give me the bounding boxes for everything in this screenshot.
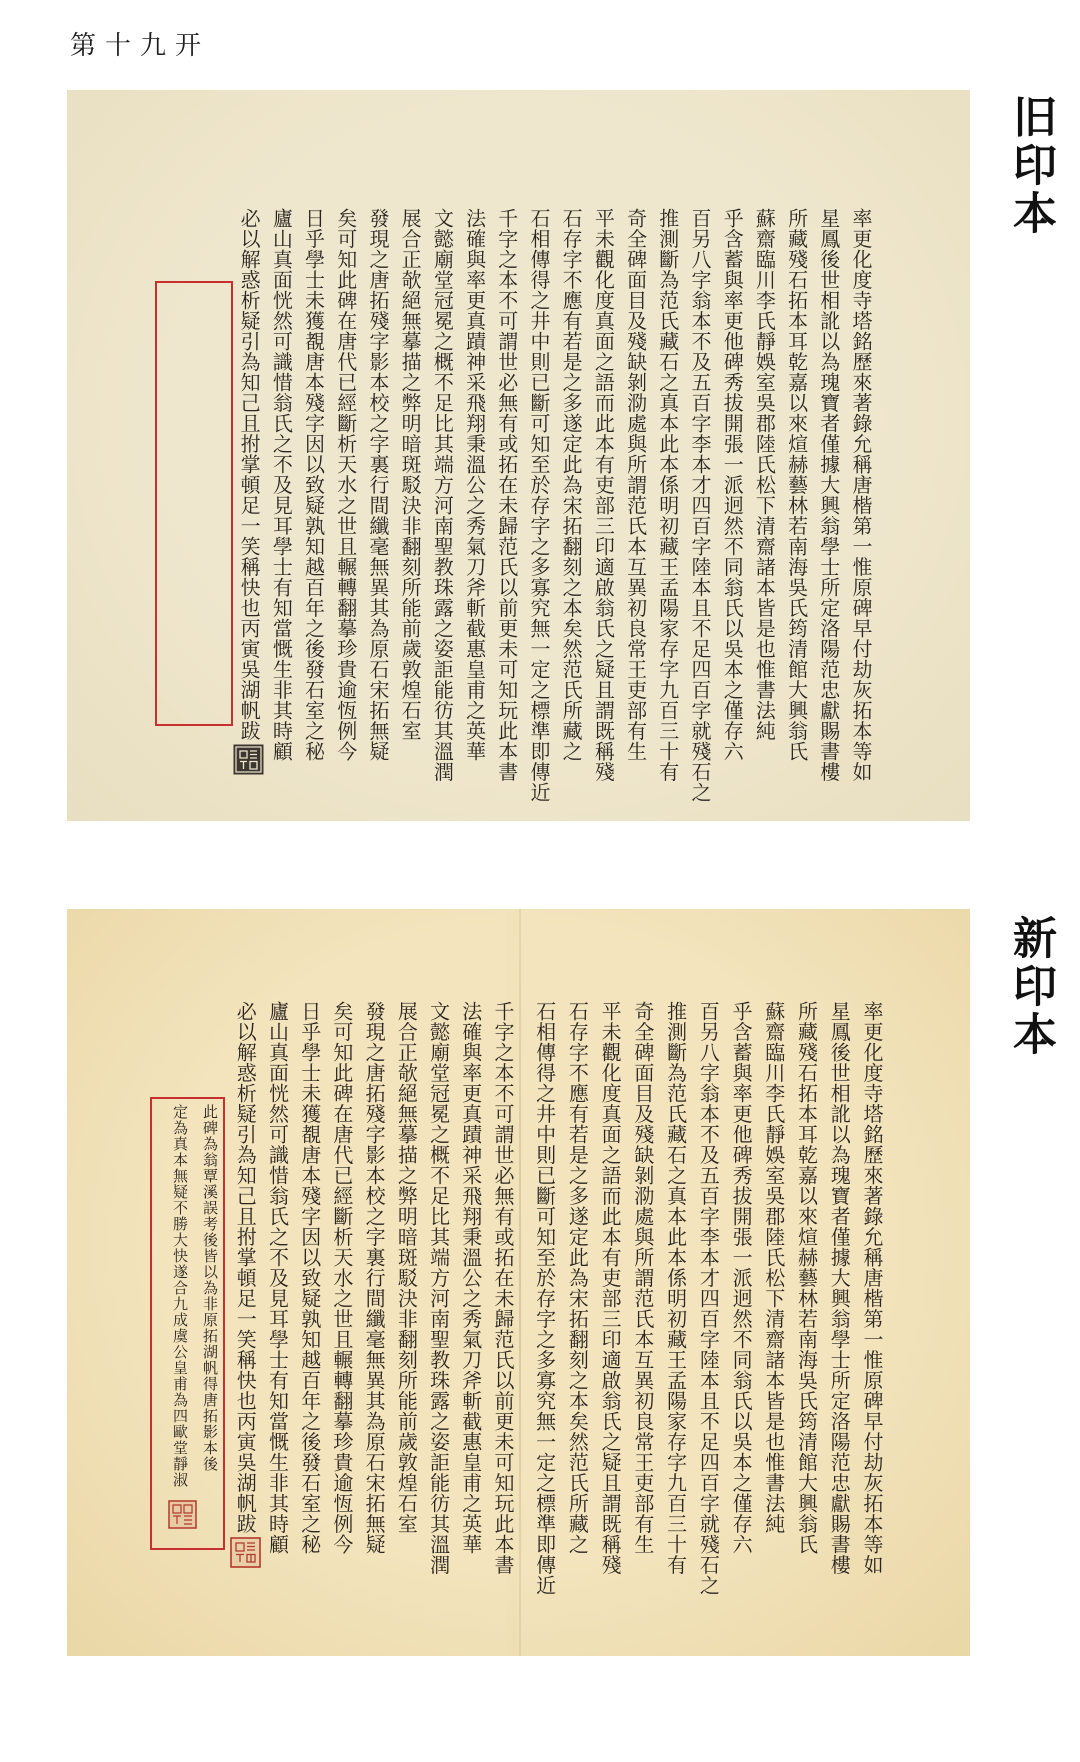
colophon-column: 星鳳後世相訛以為瑰寶者僅據大興翁學士所定洛陽范忠獻賜書樓 bbox=[827, 1001, 852, 1575]
colophon-column: 發現之唐拓殘字影本校之字裏行間纖毫無異其為原石宋拓無疑 bbox=[365, 208, 390, 762]
colophon-column: 千字之本不可謂世必無有或拓在未歸范氏以前更未可知玩此本書 bbox=[494, 208, 519, 782]
colophon-column: 石相傳得之井中則已斷可知至於存字之多寡究無一定之標準即傳近 bbox=[532, 1001, 557, 1596]
colophon-column: 千字之本不可謂世必無有或拓在未歸范氏以前更未可知玩此本書 bbox=[491, 1001, 515, 1575]
colophon-column: 展合正欹絕無摹描之弊明暗斑駁決非翻刻所能前歲敦煌石室 bbox=[394, 1001, 419, 1534]
colophon-column: 文懿廟堂冠冕之概不足比其端方河南聖教珠露之姿詎能彷其溫潤 bbox=[430, 208, 455, 782]
seal-icon bbox=[168, 1500, 197, 1529]
colophon-column: 石相傳得之井中則已斷可知至於存字之多寡究無一定之標準即傳近 bbox=[526, 208, 551, 803]
colophon-column: 法確與率更真蹟神采飛翔秉溫公之秀氣刀斧斬截惠皇甫之英華 bbox=[462, 208, 487, 762]
colophon-column: 石存字不應有若是之多遂定此為宋拓翻刻之本矣然范氏所藏之 bbox=[565, 1001, 590, 1555]
inscription-column: 定為真本無疑不勝大快遂合九成虞公皇甫為四歐堂靜淑 bbox=[171, 1104, 189, 1488]
highlight-box bbox=[150, 1097, 225, 1550]
colophon-text-left-leaf bbox=[229, 1001, 519, 1601]
colophon-column: 法確與率更真蹟神采飛翔秉溫公之秀氣刀斧斬截惠皇甫之英華 bbox=[458, 1001, 483, 1555]
inscription-column: 此碑為翁覃溪誤考後皆以為非原拓湖帆得唐拓影本後 bbox=[201, 1104, 219, 1472]
colophon-column: 率更化度寺塔銘歷來著錄允稱唐楷第一惟原碑早付劫灰拓本等如 bbox=[860, 1001, 884, 1575]
colophon-column: 發現之唐拓殘字影本校之字裏行間纖毫無異其為原石宋拓無疑 bbox=[362, 1001, 387, 1555]
colophon-column: 展合正欹絕無摹描之弊明暗斑駁決非翻刻所能前歲敦煌石室 bbox=[398, 208, 423, 741]
new-print-label: 新印本 bbox=[1005, 915, 1056, 1059]
colophon-column: 推測斷為范氏藏石之真本此本係明初藏王孟陽家存字九百三十有 bbox=[663, 1001, 688, 1575]
colophon-column: 廬山真面恍然可識惜翁氏之不及見耳學士有知當慨生非其時顧 bbox=[265, 1001, 290, 1555]
colophon-column: 推測斷為范氏藏石之真本此本係明初藏王孟陽家存字九百三十有 bbox=[655, 208, 680, 782]
colophon-text-right-leaf bbox=[528, 1001, 888, 1601]
colophon-column: 必以解惑析疑引為知己且拊掌頓足一笑稱快也丙寅吳湖帆跋 bbox=[237, 208, 262, 741]
page-gutter bbox=[519, 909, 521, 1656]
colophon-column: 必以解惑析疑引為知己且拊掌頓足一笑稱快也丙寅吳湖帆跋 bbox=[233, 1001, 258, 1534]
old-print-panel bbox=[67, 90, 970, 821]
colophon-column: 矣可知此碑在唐代已經斷析天水之世且輾轉翻摹珍貴逾恆例今 bbox=[329, 1001, 354, 1555]
colophon-column: 日乎學士未獲覩唐本殘字因以致疑孰知越百年之後發石室之秘 bbox=[301, 208, 326, 762]
colophon-column: 奇全碑面目及殘缺剝泐處與所謂范氏本互異初良常王吏部有生 bbox=[630, 1001, 655, 1555]
colophon-column: 所藏殘石拓本耳乾嘉以來煊赫藝林若南海吳氏筠清館大興翁氏 bbox=[784, 208, 809, 762]
new-print-panel bbox=[67, 909, 970, 1656]
colophon-column: 矣可知此碑在唐代已經斷析天水之世且輾轉翻摹珍貴逾恆例今 bbox=[333, 208, 358, 762]
colophon-column: 百另八字翁本不及五百字李本才四百字陸本且不足四百字就殘石之 bbox=[687, 208, 712, 803]
colophon-column: 所藏殘石拓本耳乾嘉以來煊赫藝林若南海吳氏筠清館大興翁氏 bbox=[794, 1001, 819, 1555]
seal-icon bbox=[230, 1537, 261, 1568]
colophon-column: 乎含蓄與率更他碑秀拔開張一派迥然不同翁氏以吳本之僅存六 bbox=[720, 208, 745, 762]
colophon-column: 蘇齋臨川李氏靜娛室吳郡陸氏松下清齋諸本皆是也惟書法純 bbox=[752, 208, 777, 741]
colophon-column: 乎含蓄與率更他碑秀拔開張一派迥然不同翁氏以吳本之僅存六 bbox=[729, 1001, 754, 1555]
colophon-column: 日乎學士未獲覩唐本殘字因以致疑孰知越百年之後發石室之秘 bbox=[297, 1001, 322, 1555]
added-inscription bbox=[165, 1104, 225, 1494]
colophon-column: 石存字不應有若是之多遂定此為宋拓翻刻之本矣然范氏所藏之 bbox=[559, 208, 584, 762]
colophon-column: 蘇齋臨川李氏靜娛室吳郡陸氏松下清齋諸本皆是也惟書法純 bbox=[761, 1001, 786, 1534]
colophon-text bbox=[233, 208, 877, 808]
colophon-column: 廬山真面恍然可識惜翁氏之不及見耳學士有知當慨生非其時顧 bbox=[269, 208, 294, 762]
colophon-column: 平未觀化度真面之語而此本有吏部三印適啟翁氏之疑且謂既稱殘 bbox=[598, 1001, 623, 1575]
old-print-label: 旧印本 bbox=[1005, 94, 1056, 238]
colophon-column: 平未觀化度真面之語而此本有吏部三印適啟翁氏之疑且謂既稱殘 bbox=[591, 208, 616, 782]
highlight-box bbox=[155, 281, 233, 726]
page-title: 第十九开 bbox=[70, 31, 211, 61]
colophon-column: 百另八字翁本不及五百字李本才四百字陸本且不足四百字就殘石之 bbox=[696, 1001, 721, 1596]
colophon-column: 星鳳後世相訛以為瑰寶者僅據大興翁學士所定洛陽范忠獻賜書樓 bbox=[816, 208, 841, 782]
colophon-column: 文懿廟堂冠冕之概不足比其端方河南聖教珠露之姿詎能彷其溫潤 bbox=[426, 1001, 451, 1575]
colophon-column: 奇全碑面目及殘缺剝泐處與所謂范氏本互異初良常王吏部有生 bbox=[623, 208, 648, 762]
seal-icon bbox=[233, 744, 264, 775]
colophon-column: 率更化度寺塔銘歷來著錄允稱唐楷第一惟原碑早付劫灰拓本等如 bbox=[849, 208, 873, 782]
